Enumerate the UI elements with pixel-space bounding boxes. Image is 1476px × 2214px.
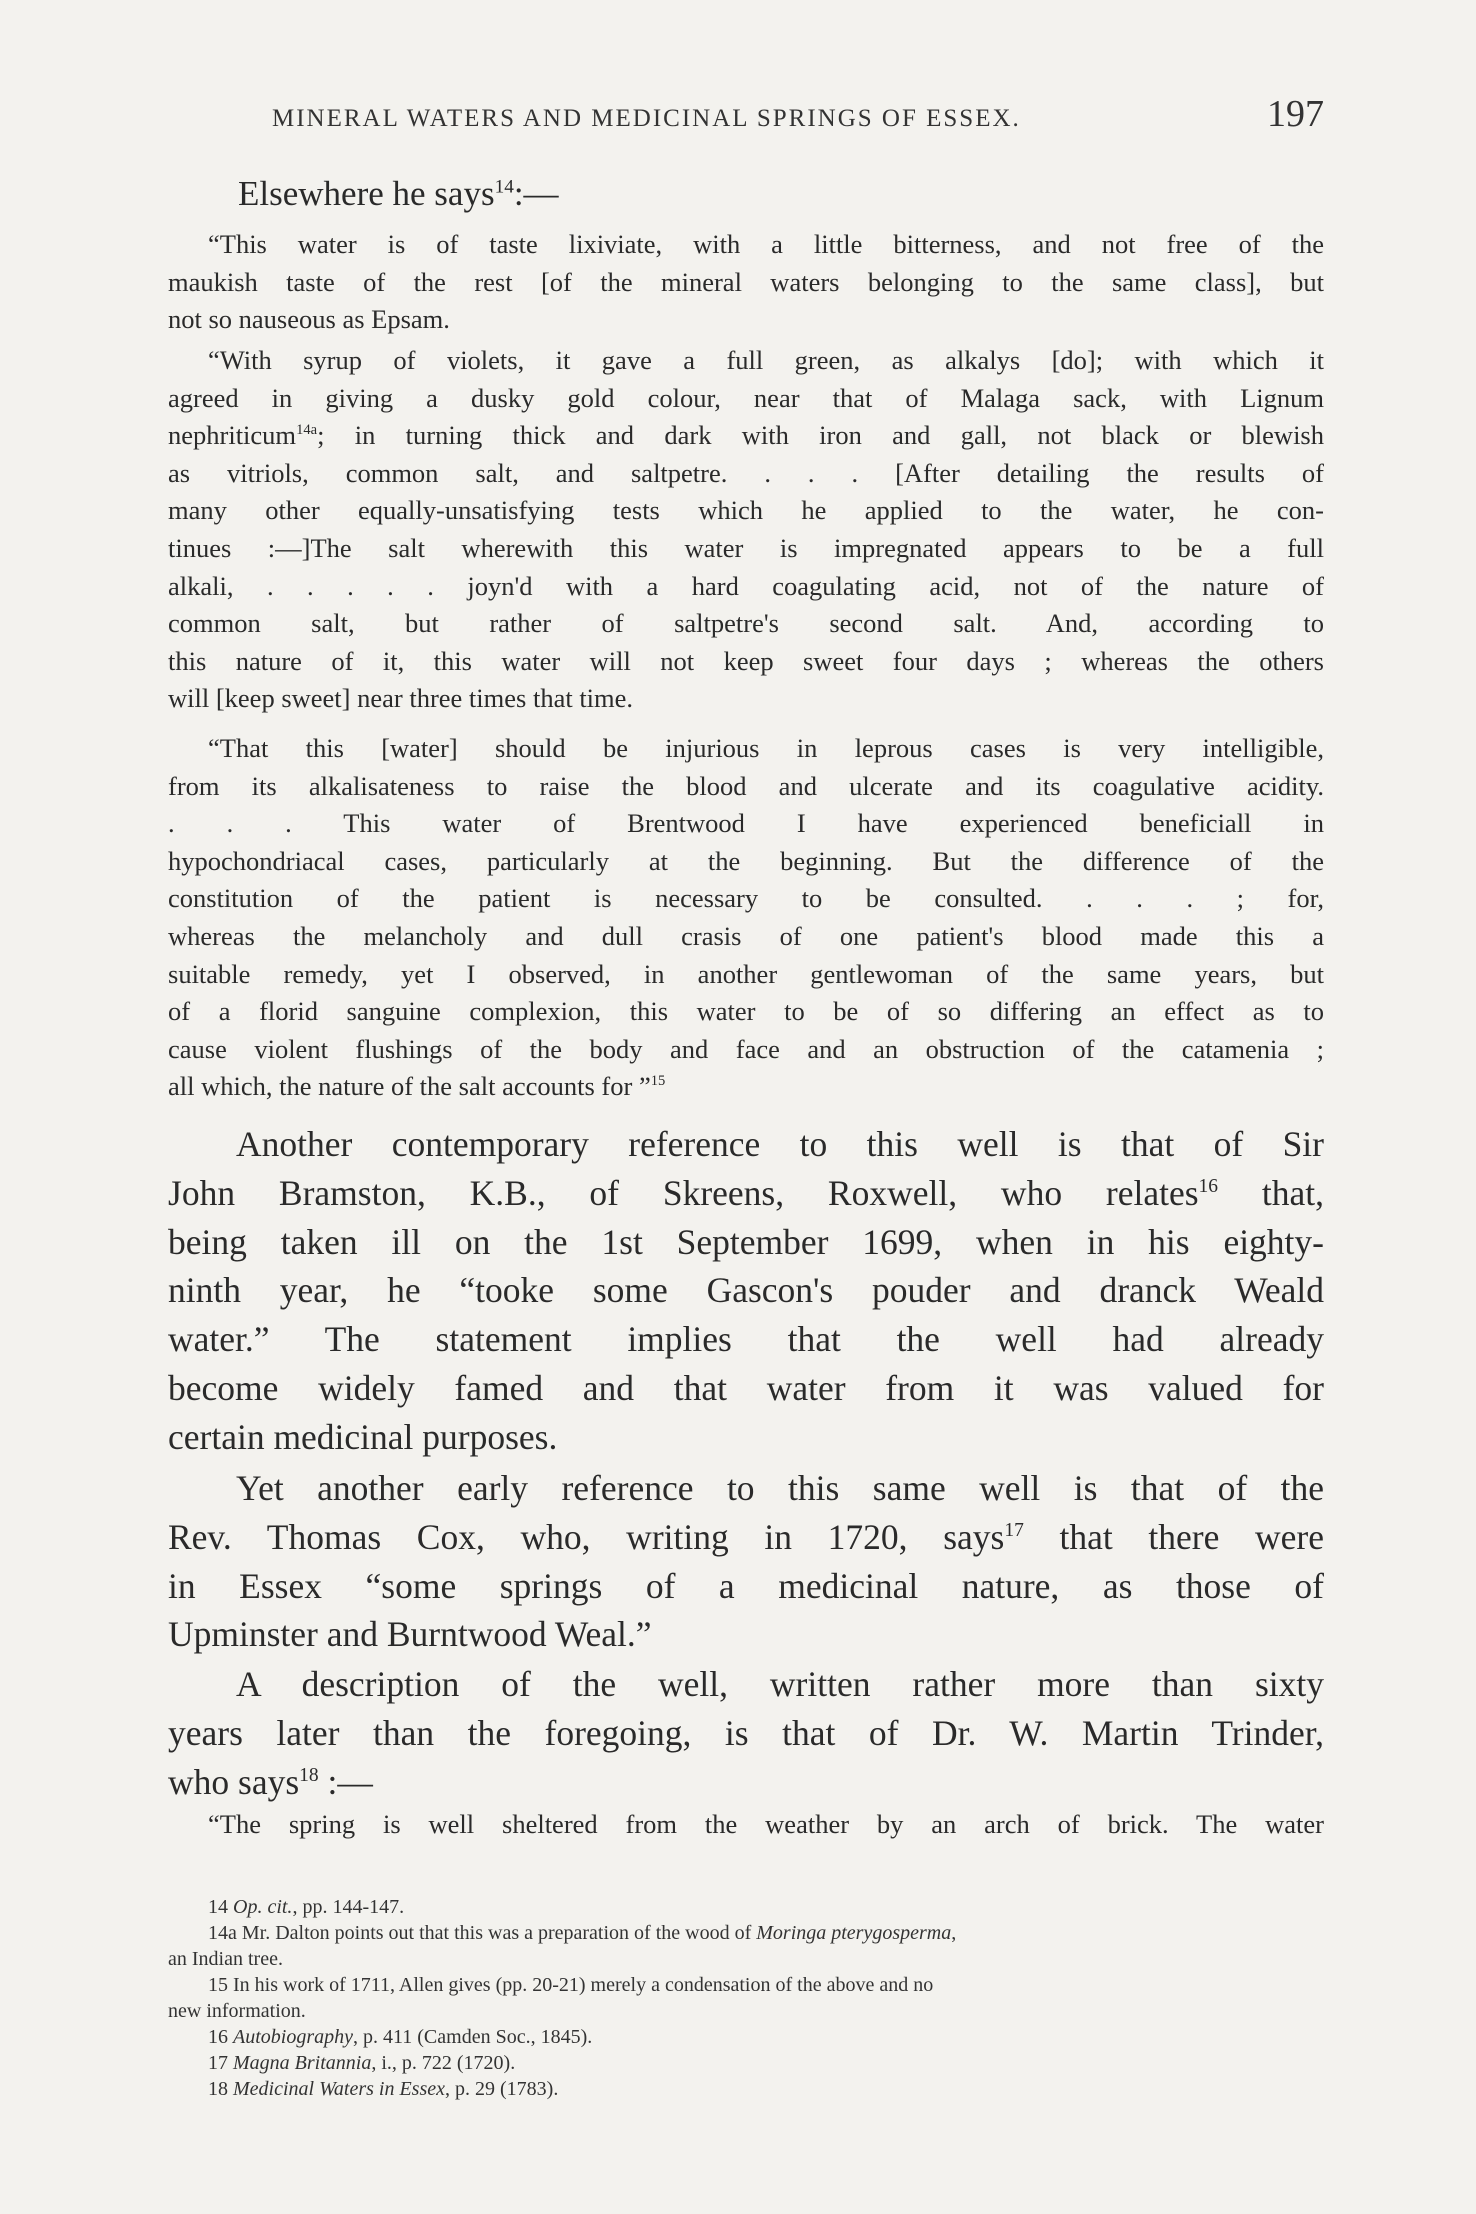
footnote-14a-continued: an Indian tree. [168, 1948, 283, 1970]
body-line: who says$^{18}$ :— [168, 1761, 373, 1802]
footnote-16: 16 Autobiography, p. 411 (Camden Soc., 1845). [208, 2026, 593, 2048]
quote-line: suitable remedy, yet I observed, in another gentlewoman of the same years, but [168, 958, 1324, 989]
quote-line: as vitriols, common salt, and saltpetre. . . . [After detailing the results of [168, 457, 1324, 488]
body-line: in Essex “some springs of a medicinal nature, as those of [168, 1565, 1324, 1606]
intro-line [168, 172, 1324, 216]
quote-line: whereas the melancholy and dull crasis of one patient's blood made this a [168, 920, 1324, 951]
quote-line: maukish taste of the rest [of the mineral waters belonging to the same class], but [168, 266, 1324, 297]
body-line: ninth year, he “tooke some Gascon's pouder and dranck Weald [168, 1270, 1324, 1311]
body-line: being taken ill on the 1st September 1699, when in his eighty- [168, 1221, 1324, 1262]
quote-line: of a florid sanguine complexion, this water to be of so differing an effect as to [168, 996, 1324, 1027]
footnote-15-continued: new information. [168, 2000, 306, 2022]
footnote-ref: 14a [296, 422, 318, 439]
body-line: become widely famed and that water from it was valued for [168, 1367, 1324, 1408]
page-header [272, 92, 1324, 136]
footnote-ref: 16 [1198, 1175, 1219, 1197]
quote-line: tinues :—]The salt wherewith this water is impregnated appears to be a full [168, 532, 1324, 563]
quote-line: agreed in giving a dusky gold colour, near that of Malaga sack, with Lignum [168, 382, 1324, 413]
quote-line: . . . This water of Brentwood I have experienced beneficiall in [168, 808, 1324, 839]
body-line: Yet another early reference to this same well is that of the [236, 1468, 1324, 1508]
body-line: years later than the foregoing, is that of Dr. W. Martin Trinder, [168, 1712, 1324, 1753]
footnote-18: 18 Medicinal Waters in Essex, p. 29 (1783). [208, 2078, 559, 2100]
footnotes [168, 1894, 1324, 2102]
quote-line: cause violent flushings of the body and face and an obstruction of the catamenia ; [168, 1033, 1324, 1064]
body-line: water.” The statement implies that the well had already [168, 1319, 1324, 1360]
quote-line: “With syrup of violets, it gave a full green, as alkalys [do]; with which it [208, 345, 1324, 375]
quote-line: common salt, but rather of saltpetre's second salt. And, according to [168, 608, 1324, 639]
quote-block-1 [168, 226, 1324, 339]
paragraph-1 [168, 1120, 1324, 1462]
paragraph-3 [168, 1660, 1324, 1806]
quote-block-4 [168, 1806, 1324, 1844]
footnote-14: 14 Op. cit., pp. 144-147. [208, 1896, 405, 1918]
quote-line: from its alkalisateness to raise the blood and ulcerate and its coagulative acidity. [168, 770, 1324, 801]
quote-line: nephriticum$^{14a}$; in turning thick and dark with iron and gall, not black or blewish [168, 420, 1324, 451]
quote-line: many other equally-unsatisfying tests which he applied to the water, he con- [168, 495, 1324, 526]
quote-line: constitution of the patient is necessary to be consulted. . . . ; for, [168, 883, 1324, 914]
footnote-ref: 17 [1004, 1519, 1024, 1541]
quote-line: not so nauseous as Epsam. [168, 304, 450, 335]
page-number: 197 [1267, 93, 1324, 135]
body-line: Upminster and Burntwood Weal.” [168, 1614, 652, 1655]
quote-line: “The spring is well sheltered from the weather by an arch of brick. The water [208, 1809, 1324, 1839]
running-title: MINERAL WATERS AND MEDICINAL SPRINGS OF ESSEX. [272, 105, 1021, 132]
quote-line: all which, the nature of the salt accounts for ”$^{15}$ [168, 1071, 666, 1102]
body-line: certain medicinal purposes. [168, 1416, 558, 1457]
quote-block-3 [168, 730, 1324, 1106]
body-line: A description of the well, written rather more than sixty [236, 1664, 1324, 1704]
footnote-15: 15 In his work of 1711, Allen gives (pp. 20-21) merely a condensation of the above and no [208, 1974, 934, 1996]
footnote-ref: 18 [299, 1764, 319, 1786]
body-line: Rev. Thomas Cox, who, writing in 1720, says$^{17}$ that there were [168, 1516, 1324, 1557]
quote-line: will [keep sweet] near three times that time. [168, 683, 634, 714]
footnote-14a: 14a Mr. Dalton points out that this was a preparation of the wood of Moringa pterygosperma, [208, 1922, 957, 1944]
quote-line: “This water is of taste lixiviate, with a little bitterness, and not free of the [208, 229, 1324, 259]
footnote-17: 17 Magna Britannia, i., p. 722 (1720). [208, 2052, 516, 2074]
body-line: John Bramston, K.B., of Skreens, Roxwell, who relates$^{16}$ that, [168, 1172, 1325, 1213]
quote-block-2 [168, 342, 1324, 718]
quote-line: hypochondriacal cases, particularly at the beginning. But the difference of the [168, 845, 1324, 876]
body-line: Another contemporary reference to this well is that of Sir [236, 1124, 1324, 1164]
quote-line: this nature of it, this water will not keep sweet four days ; whereas the others [168, 645, 1324, 676]
quote-line: “That this [water] should be injurious in leprous cases is very intelligible, [208, 733, 1324, 763]
intro-text: Elsewhere he says$^{14}$:— [238, 174, 559, 213]
paragraph-2 [168, 1464, 1324, 1659]
footnote-ref: 15 [650, 1073, 666, 1090]
quote-line: alkali, . . . . . joyn'd with a hard coagulating acid, not of the nature of [168, 570, 1324, 601]
